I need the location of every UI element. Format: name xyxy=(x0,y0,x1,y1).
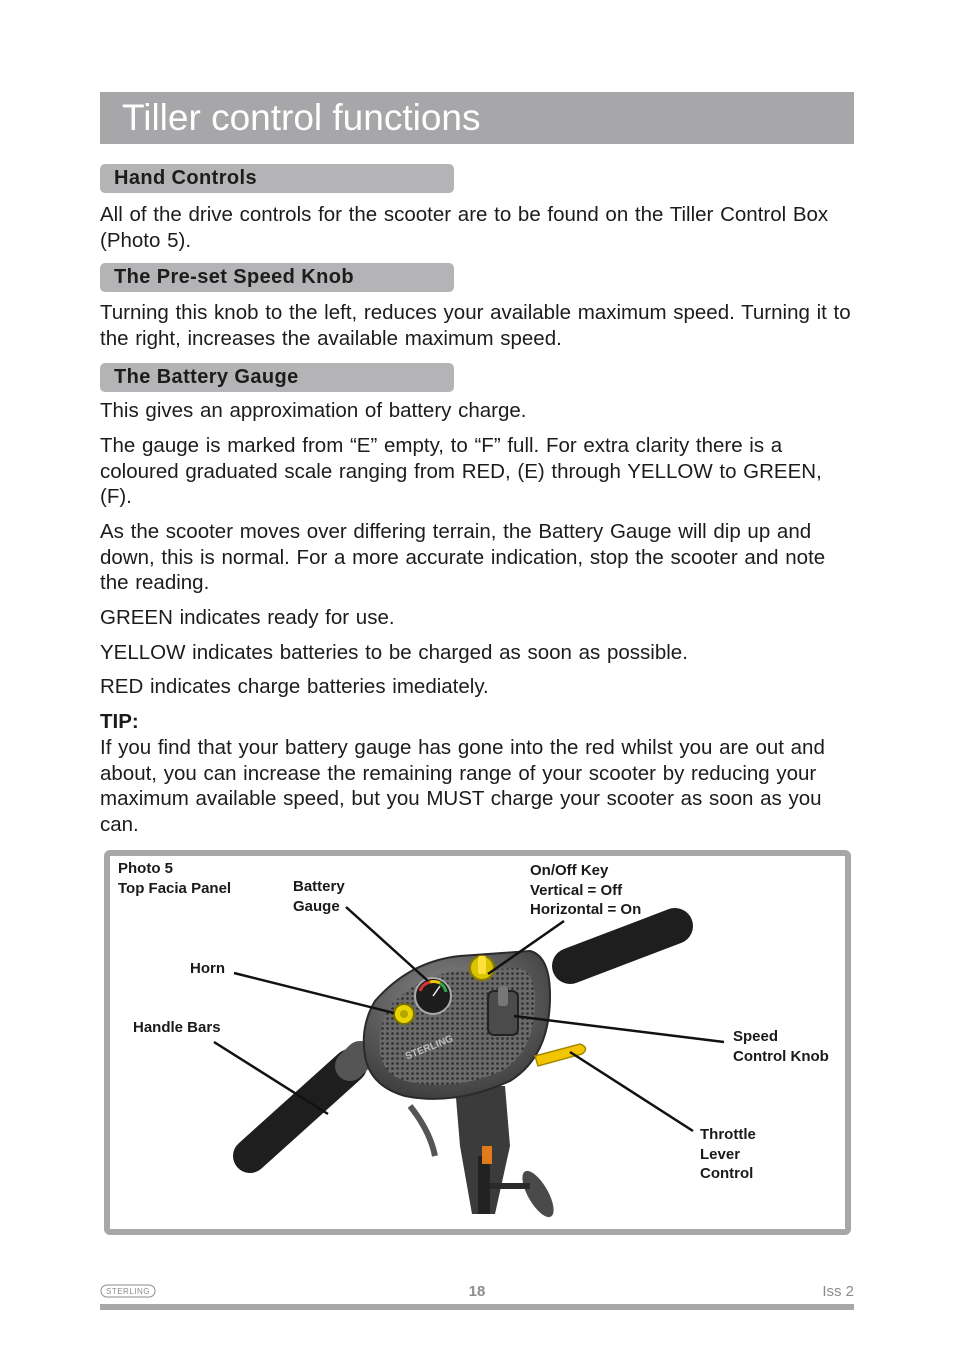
label-throttle-line3: Control xyxy=(700,1165,754,1182)
battery-gauge-p3: As the scooter moves over differing terrain, the Battery Gauge will dip up and down, this is normal. For a more accurate indication, stop the scooter and note the reading. xyxy=(100,520,826,594)
label-on-off-key-line1: On/Off Key xyxy=(530,862,609,879)
hand-controls-text: All of the drive controls for the scooter are to be found on the Tiller Control Box (Photo 5). xyxy=(100,203,829,252)
label-throttle-line1: Throttle xyxy=(700,1126,756,1143)
leader-battery-gauge xyxy=(346,907,428,981)
label-throttle xyxy=(700,1125,756,1184)
label-speed-knob xyxy=(733,1027,829,1066)
label-speed-knob-line2: Control Knob xyxy=(733,1047,829,1065)
tiller-column xyxy=(410,1086,560,1222)
left-grip xyxy=(250,1056,360,1156)
label-battery-gauge-line1: Battery xyxy=(293,878,345,895)
section-heading-battery-gauge: The Battery Gauge xyxy=(100,363,454,392)
section-heading-speed-knob: The Pre-set Speed Knob xyxy=(100,263,454,292)
label-speed-knob-line1: Speed xyxy=(733,1028,779,1045)
label-battery-gauge xyxy=(293,877,345,916)
label-horn: Horn xyxy=(190,960,225,977)
photo-frame xyxy=(104,850,851,1235)
leader-horn xyxy=(234,973,394,1013)
label-throttle-line2: Lever xyxy=(700,1145,741,1163)
speed-control-knob xyxy=(488,986,518,1035)
label-on-off-key-line2: Vertical = Off xyxy=(530,881,623,899)
footer-rule xyxy=(100,1304,854,1310)
photo-caption-title: Top Facia Panel xyxy=(118,879,232,897)
tip-text: If you find that your battery gauge has gone into the red whilst you are out and about, you can increase the remaining range of your scooter by reducing your maximum available speed, but you MUST charge your scooter as soon as you can. xyxy=(100,736,825,836)
battery-gauge-p1: This gives an approximation of battery charge. xyxy=(100,399,527,422)
on-off-key xyxy=(470,956,494,980)
battery-gauge-p5: YELLOW indicates batteries to be charged as soon as possible. xyxy=(100,641,688,664)
label-battery-gauge-line2: Gauge xyxy=(293,897,340,915)
battery-gauge-p4: GREEN indicates ready for use. xyxy=(100,606,395,629)
battery-gauge-dial xyxy=(415,978,451,1014)
photo-caption-number: Photo 5 xyxy=(118,860,173,877)
leader-throttle xyxy=(570,1052,693,1131)
label-handle-bars: Handle Bars xyxy=(133,1019,221,1036)
speed-knob-text: Turning this knob to the left, reduces your available maximum speed. Turning it to the right, increases the available maximum speed. xyxy=(100,301,851,350)
section-heading-hand-controls: Hand Controls xyxy=(100,164,454,193)
horn-button xyxy=(394,1004,414,1024)
footer-logo xyxy=(100,1284,156,1298)
tip-label: TIP: xyxy=(100,710,139,733)
label-on-off-key xyxy=(530,861,641,920)
leader-handle-bars xyxy=(214,1042,328,1114)
panel-brand: STERLING xyxy=(403,1033,455,1063)
page-number: 18 xyxy=(468,1283,486,1300)
right-grip xyxy=(570,926,675,966)
page-title: Tiller control functions xyxy=(100,92,854,144)
photo-caption xyxy=(118,859,231,898)
issue-label: Iss 2 xyxy=(822,1283,854,1300)
battery-gauge-p6: RED indicates charge batteries imediately. xyxy=(100,675,489,698)
label-on-off-key-line3: Horizontal = On xyxy=(530,901,642,918)
throttle-lever xyxy=(535,1044,586,1066)
control-box xyxy=(364,951,550,1099)
battery-gauge-p2: The gauge is marked from “E” empty, to “F” full. For extra clarity there is a coloured graduated scale ranging from RED, (E) through YELLOW to GREEN, (F). xyxy=(100,434,822,508)
footer-logo-text: STERLING xyxy=(105,1287,151,1296)
